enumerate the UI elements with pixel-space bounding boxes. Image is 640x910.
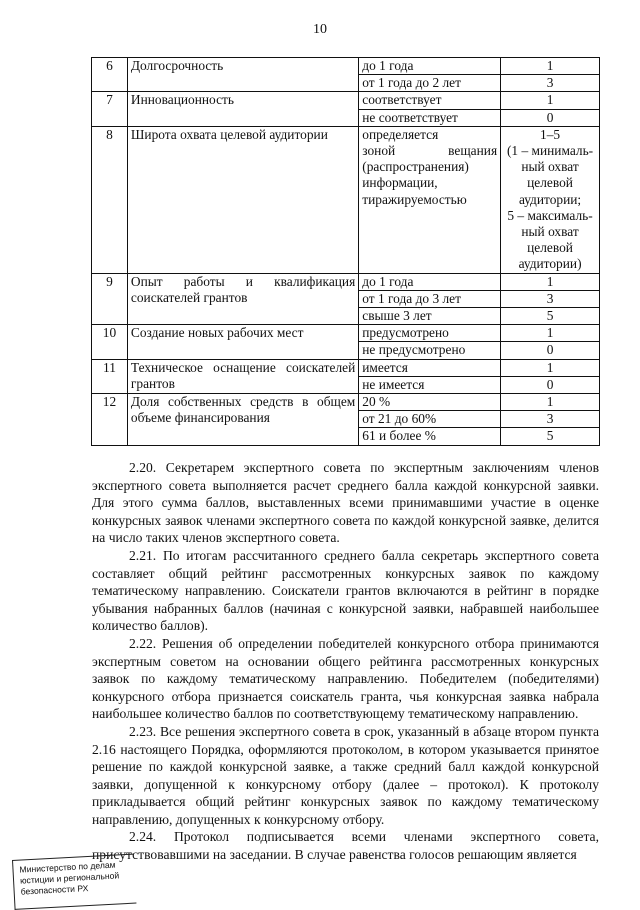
option-score: 5 [501, 428, 600, 445]
option-text: от 21 до 60% [359, 411, 501, 428]
option-score: 1 [501, 325, 600, 342]
paragraph-2-21: 2.21. По итогам рассчитанного среднего балла секретарь экспертного совета составляет общий рейтинг рассмотренных конкурсных заявок по каждому тематическому направлению. Соискатели грантов включаются в рейтинг в порядке убывания набранных баллов (начиная с конкурсной заявки, набравшей наибольшее количество баллов). [92, 547, 599, 634]
option-score: 1 [501, 273, 600, 290]
row-number: 6 [92, 58, 128, 92]
page-number: 10 [313, 22, 327, 37]
table-row [92, 126, 600, 273]
paragraph-2-23: 2.23. Все решения экспертного совета в срок, указанный в абзаце втором пункта 2.16 настоящего Порядка, оформляются протоколом, в котором указывается принятое решение по каждой конкурсной заявке, а также средний балл каждой конкурсной заявки, допущенной к конкурсному отбору (далее – протокол). К протоколу прикладывается общий рейтинг конкурсных заявок по каждому тематическому направлению, допущенных к конкурсному отбору. [92, 723, 599, 827]
stamp-line: безопасности РХ [20, 883, 89, 897]
option-score: 1 [501, 359, 600, 376]
option-text: не предусмотрено [359, 342, 501, 359]
registration-stamp [12, 854, 136, 910]
row-number: 10 [92, 325, 128, 359]
option-score: 0 [501, 376, 600, 393]
paragraph-2-24: 2.24. Протокол подписывается всеми членами экспертного совета, присутствовавшими на заседании. В случае равенства голосов решающим является [92, 829, 599, 863]
option-score: 1 [501, 394, 600, 411]
row-number: 12 [92, 394, 128, 446]
criterion-name: Доля собственных средств в общем объеме финансирования [127, 394, 358, 446]
table-row [92, 325, 600, 342]
option-text: до 1 года [359, 273, 501, 290]
option-text: от 1 года до 3 лет [359, 290, 501, 307]
paragraph-2-20: 2.20. Секретарем экспертного совета по экспертным заключениям членов экспертного совета выполняется расчет среднего балла каждой конкурсной заявки. Для этого сумма баллов, выставленных всеми принимавшими участие в оценке конкурсных заявок членами экспертного совета по каждой конкурсной заявке, делится на число таких членов экспертного совета. [92, 460, 599, 546]
criterion-name: Инновационность [127, 92, 358, 126]
option-text: имеется [359, 359, 501, 376]
option-score: 5 [501, 308, 600, 325]
criterion-name: Создание новых рабочих мест [127, 325, 358, 359]
criteria-table [91, 57, 600, 446]
option-text: предусмотрено [359, 325, 501, 342]
option-text: 20 % [359, 394, 501, 411]
stamp-line: юстиции и региональной [19, 870, 120, 886]
row-number: 7 [92, 92, 128, 126]
option-score: 1 [501, 58, 600, 75]
option-score: 1–5 (1 – минималь- ный охват целевой аудитории; 5 – максималь- ный охват целевой аудитории) [501, 126, 600, 273]
option-score: 0 [501, 109, 600, 126]
table-row [92, 58, 600, 75]
criterion-name: Опыт работы и квалификация соискателей грантов [127, 273, 358, 325]
criterion-name: Долгосрочность [127, 58, 358, 92]
option-score: 0 [501, 342, 600, 359]
table-row [92, 92, 600, 109]
table-row [92, 359, 600, 376]
stamp-line: Министерство по делам [19, 859, 116, 875]
option-text: не имеется [359, 376, 501, 393]
table-row [92, 273, 600, 290]
option-text: не соответствует [359, 109, 501, 126]
option-score: 1 [501, 92, 600, 109]
body-text [92, 459, 599, 864]
option-score: 3 [501, 75, 600, 92]
option-text: свыше 3 лет [359, 308, 501, 325]
option-text: 61 и более % [359, 428, 501, 445]
option-text: соответствует [359, 92, 501, 109]
row-number: 11 [92, 359, 128, 393]
criterion-name: Широта охвата целевой аудитории [127, 126, 358, 273]
table-row [92, 394, 600, 411]
option-text: определяется зоной вещания (распространения) информации, тиражируемостью [359, 126, 501, 273]
paragraph-2-22: 2.22. Решения об определении победителей конкурсного отбора принимаются экспертным советом на основании общего рейтинга рассмотренных конкурсных заявок по каждому тематическому направлению. Победителем (победителями) конкурсного отбора признается соискатель гранта, чья конкурсная заявка набрала наибольшее количество баллов по соответствующему тематическому направлению. [92, 635, 599, 722]
option-score: 3 [501, 290, 600, 307]
row-number: 9 [92, 273, 128, 325]
row-number: 8 [92, 126, 128, 273]
option-text: до 1 года [359, 58, 501, 75]
option-score: 3 [501, 411, 600, 428]
option-text: от 1 года до 2 лет [359, 75, 501, 92]
criterion-name: Техническое оснащение соискателей грантов [127, 359, 358, 393]
